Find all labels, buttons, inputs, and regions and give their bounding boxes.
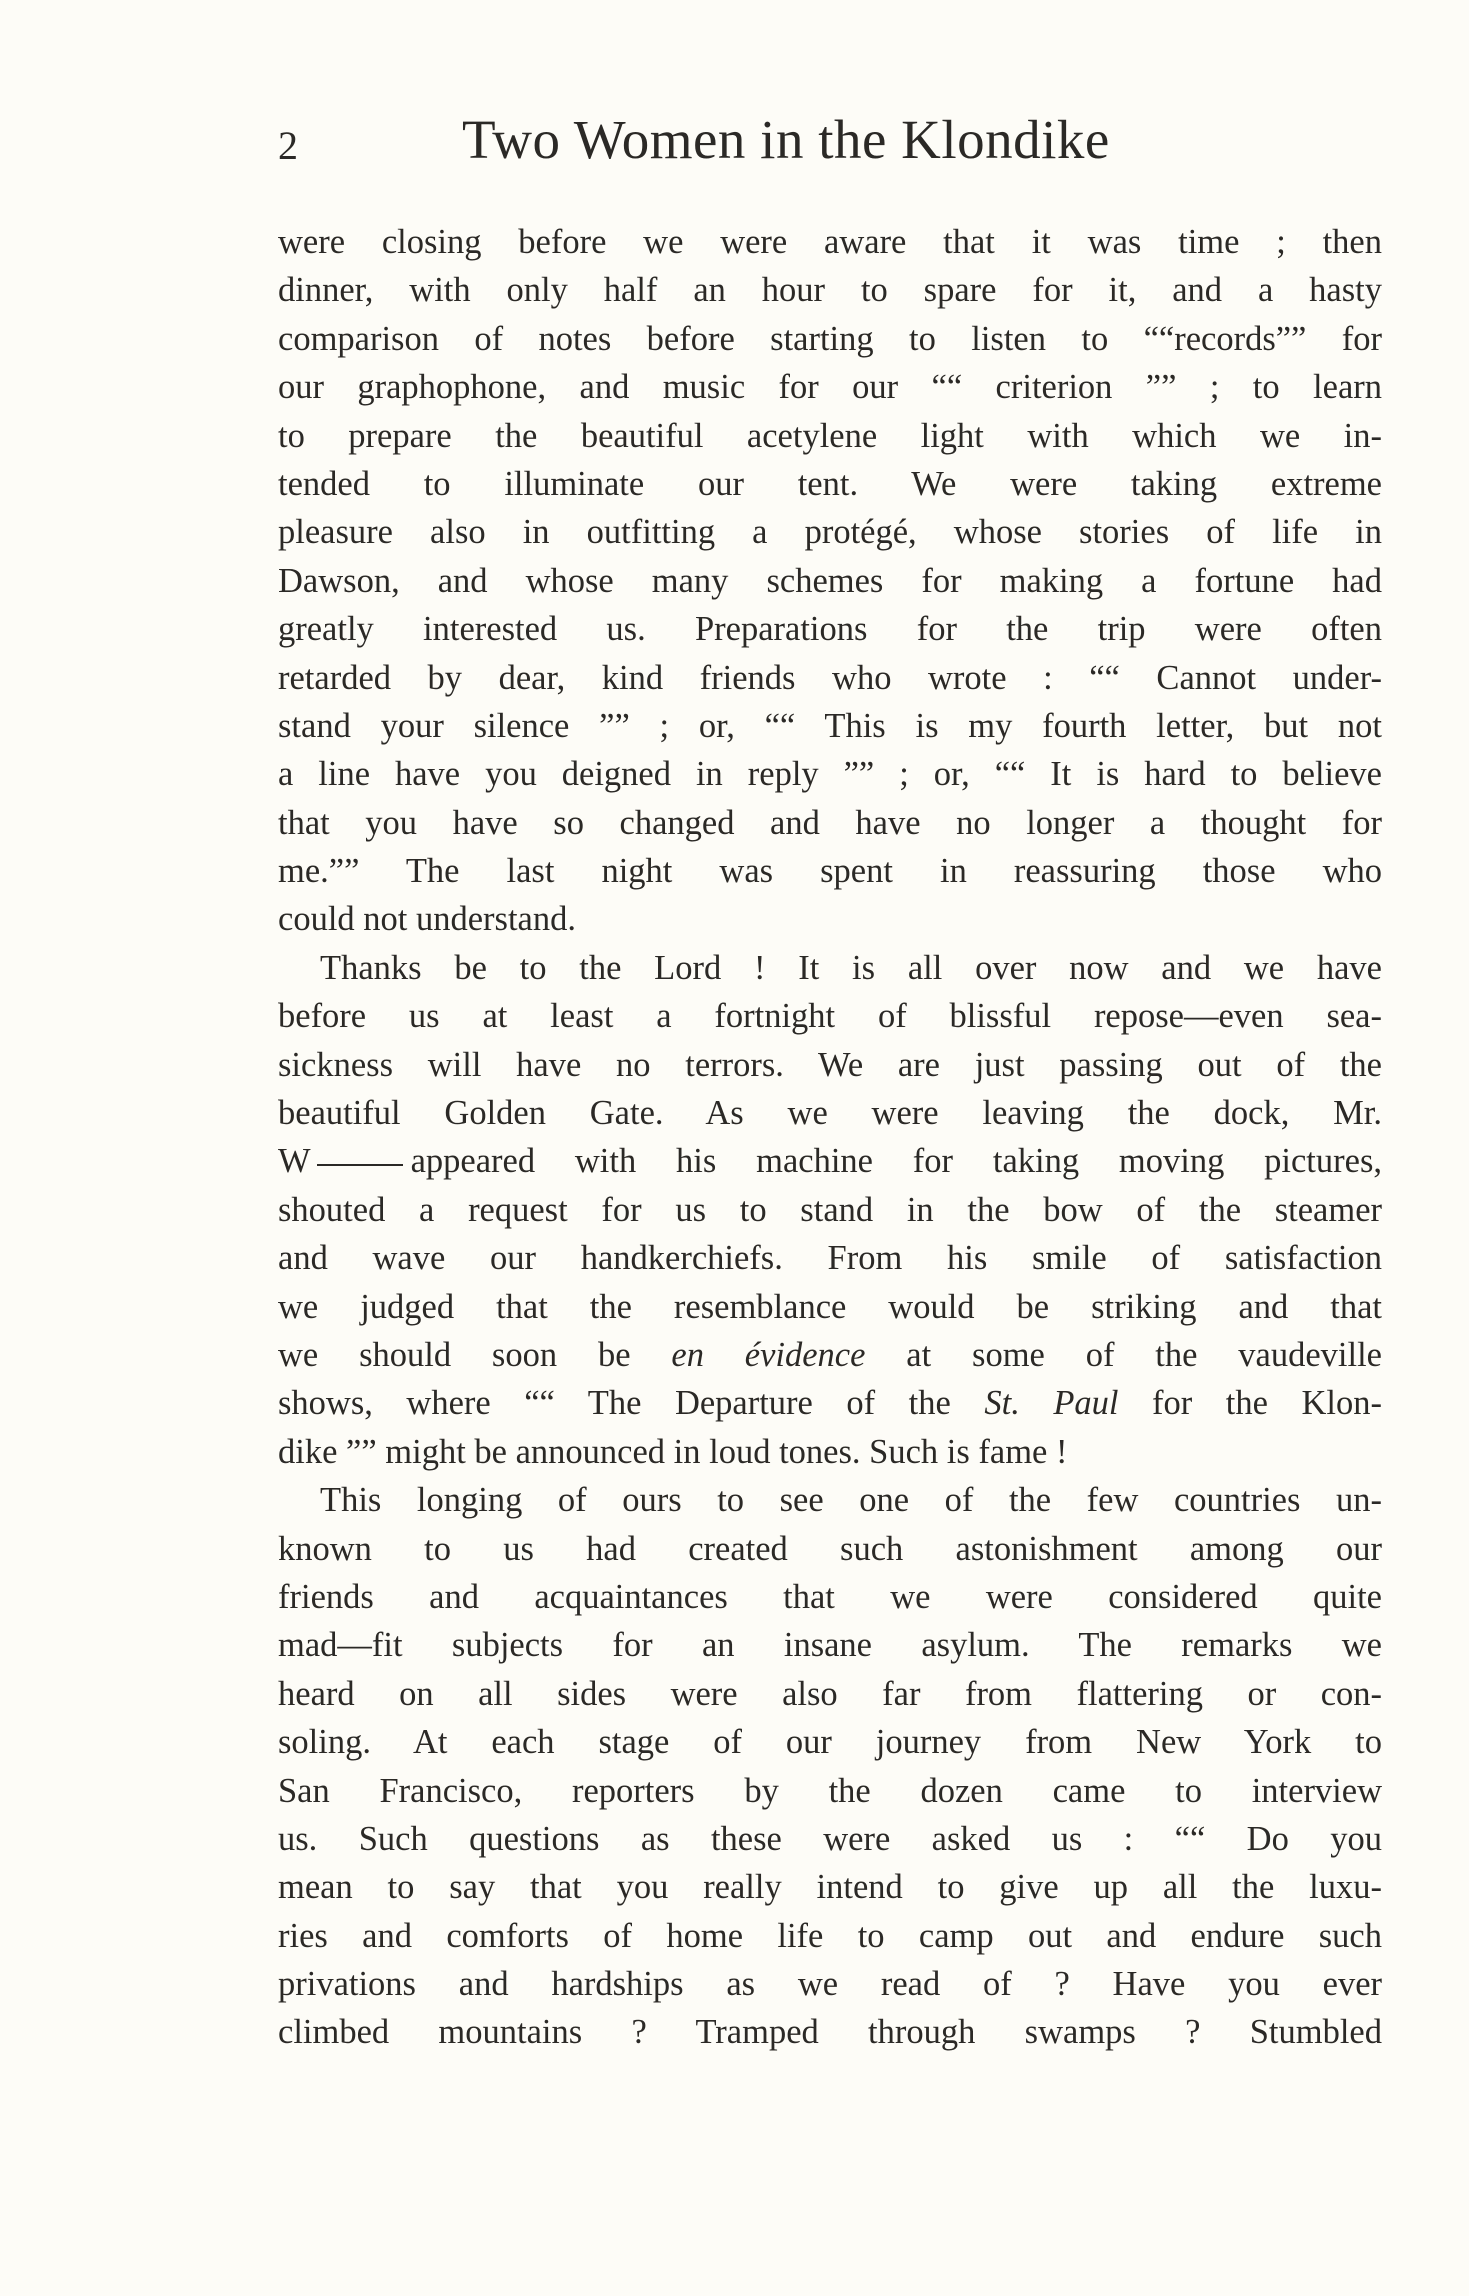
text-line: mean to say that you really intend to give up all the luxu- — [278, 1868, 1382, 1907]
text-line: tended to illuminate our tent. We were taking extreme — [278, 464, 1382, 503]
text-line: Thanks be to the Lord ! It is all over now and we have — [320, 948, 1382, 987]
text-line: This longing of ours to see one of the few countries un- — [320, 1481, 1382, 1520]
text-line: soling. At each stage of our journey from New York to — [278, 1723, 1382, 1762]
text-segment: appeared with his machine for taking moving pictures, — [410, 1142, 1382, 1181]
text-line: comparison of notes before starting to listen to ““records”” for — [278, 319, 1382, 358]
paragraph-1 — [278, 218, 1382, 944]
paragraph-2 — [278, 944, 1382, 1476]
text-line: that you have so changed and have no longer a thought for — [278, 803, 1382, 842]
text-line: ries and comforts of home life to camp out and endure such — [278, 1916, 1382, 1955]
text-line: we judged that the resemblance would be striking and that — [278, 1287, 1382, 1326]
text-line: friends and acquaintances that we were considered quite — [278, 1577, 1382, 1616]
text-line — [278, 1137, 1382, 1185]
text-line: shouted a request for us to stand in the bow of the steamer — [278, 1190, 1382, 1229]
text-line: were closing before we were aware that it was time ; then — [278, 223, 1382, 261]
text-line — [278, 1379, 1382, 1427]
text-line: our graphophone, and music for our ““ criterion ”” ; to learn — [278, 368, 1382, 407]
text-line: could not understand. — [278, 900, 576, 939]
text-segment: we should soon be — [278, 1335, 672, 1374]
text-line: privations and hardships as we read of ? Have you ever — [278, 1965, 1382, 2004]
paragraph-3 — [278, 1476, 1382, 2057]
text-segment: shows, where ““ The Departure of the — [278, 1384, 985, 1423]
text-line: greatly interested us. Preparations for the trip were often — [278, 610, 1382, 649]
page-header — [278, 108, 1382, 178]
text-line: us. Such questions as these were asked us : ““ Do you — [278, 1819, 1382, 1858]
body-text — [278, 218, 1382, 2057]
text-line: and wave our handkerchiefs. From his smile of satisfaction — [278, 1239, 1382, 1278]
italic-phrase: en évidence — [671, 1335, 866, 1374]
text-line: retarded by dear, kind friends who wrote : ““ Cannot under- — [278, 658, 1382, 697]
page-number: 2 — [278, 123, 299, 168]
text-line: San Francisco, reporters by the dozen came to interview — [278, 1771, 1382, 1810]
text-line: heard on all sides were also far from flattering or con- — [278, 1674, 1382, 1713]
ship-name: St. Paul — [984, 1384, 1119, 1423]
text-line: before us at least a fortnight of blissful repose—even sea- — [278, 997, 1382, 1036]
name-initial: W — [278, 1142, 311, 1181]
text-line: beautiful Golden Gate. As we were leaving the dock, Mr. — [278, 1094, 1382, 1133]
text-line: mad—fit subjects for an insane asylum. The remarks we — [278, 1626, 1382, 1665]
text-line: stand your silence ”” ; or, ““ This is my fourth letter, but not — [278, 706, 1382, 745]
text-line: known to us had created such astonishment among our — [278, 1529, 1382, 1568]
text-segment: at some of the vaudeville — [865, 1335, 1382, 1374]
text-line: dike ”” might be announced in loud tones. Such is fame ! — [278, 1432, 1068, 1471]
name-dash — [317, 1164, 403, 1166]
text-line: dinner, with only half an hour to spare for it, and a hasty — [278, 271, 1382, 310]
text-line: to prepare the beautiful acetylene light with which we in- — [278, 416, 1382, 455]
text-line — [278, 1331, 1382, 1379]
running-title: Two Women in the Klondike — [462, 109, 1110, 170]
text-segment: for the Klon- — [1118, 1384, 1382, 1423]
text-line: sickness will have no terrors. We are just passing out of the — [278, 1045, 1382, 1084]
text-line: a line have you deigned in reply ”” ; or, ““ It is hard to believe — [278, 755, 1382, 794]
text-line: Dawson, and whose many schemes for making a fortune had — [278, 561, 1382, 600]
text-line: climbed mountains ? Tramped through swamps ? Stumbled — [278, 2013, 1382, 2052]
text-line: pleasure also in outfitting a protégé, whose stories of life in — [278, 513, 1382, 552]
text-line: me.”” The last night was spent in reassuring those who — [278, 852, 1382, 891]
